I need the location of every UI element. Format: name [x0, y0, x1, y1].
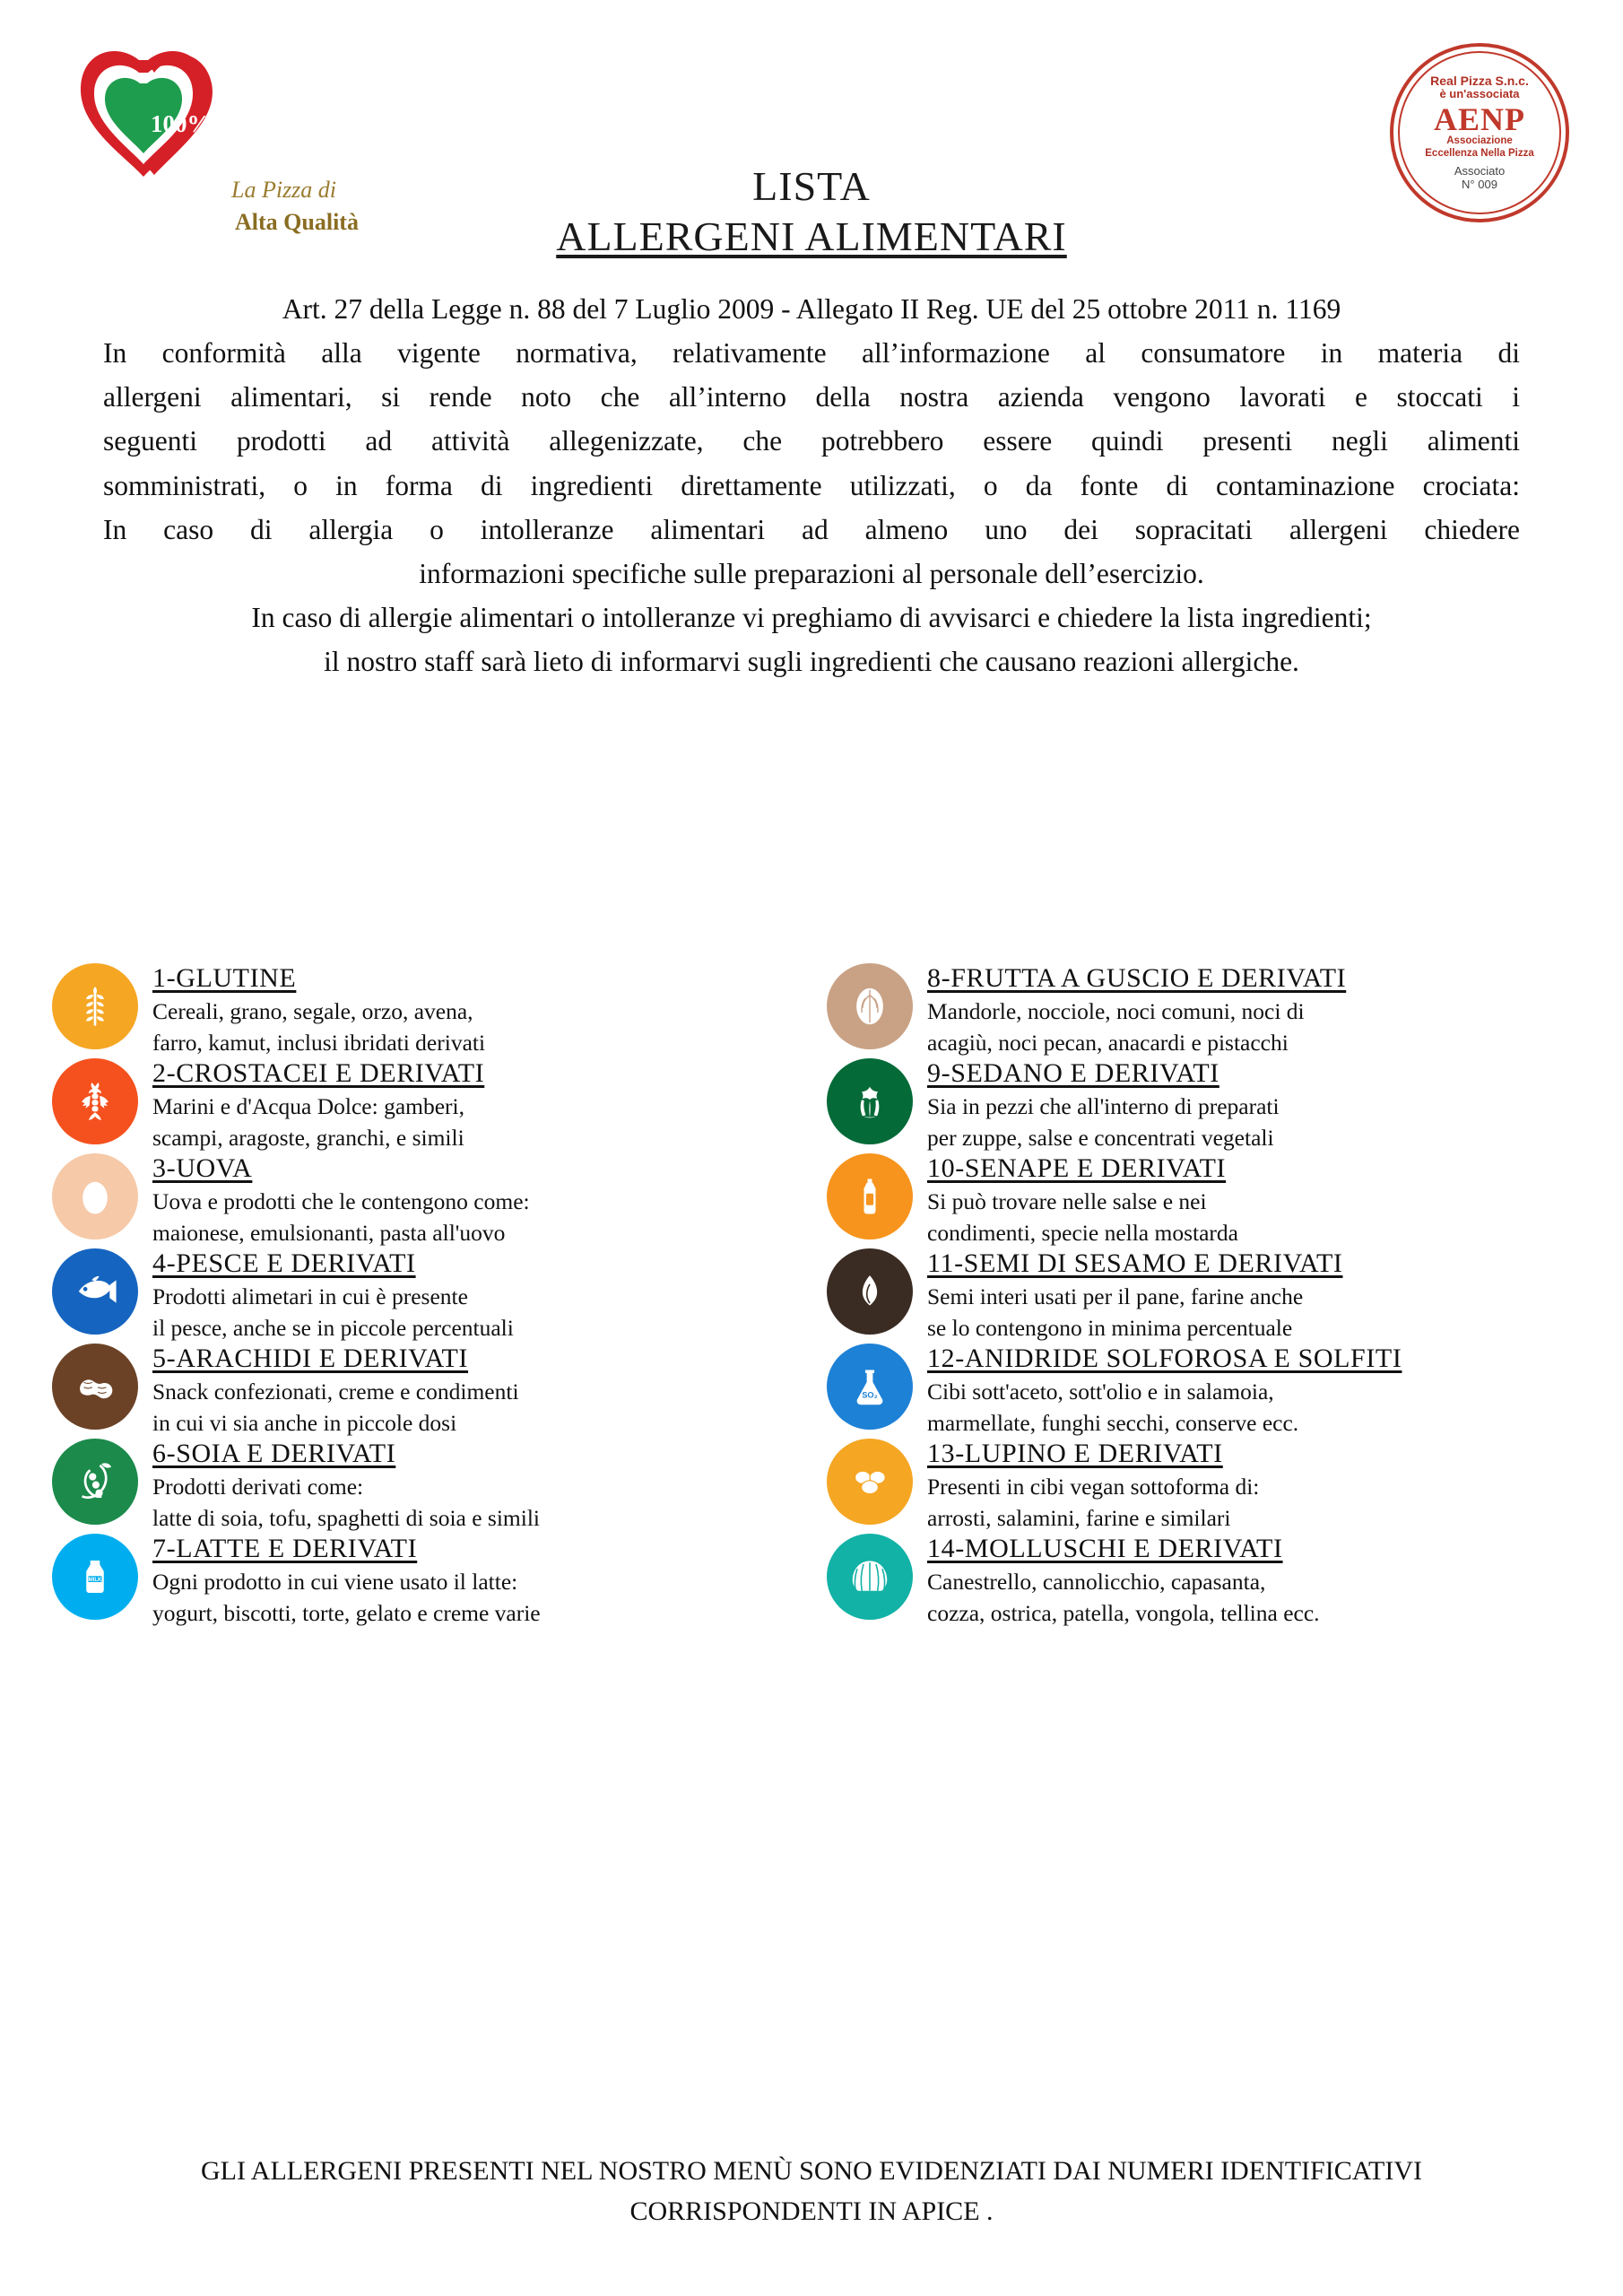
- seal-member-number: N° 009: [1462, 178, 1497, 192]
- allergen-text-1: [152, 961, 485, 1058]
- allergen-badge-5: [52, 1344, 138, 1430]
- allergen-text-2: [152, 1057, 484, 1153]
- lupin-icon: [843, 1459, 897, 1504]
- allergen-title-7: 7-LATTE E DERIVATI: [152, 1534, 418, 1563]
- allergen-desc-10-line1: Si può trovare nelle salse e nei: [927, 1187, 1207, 1214]
- allergen-text-9: [927, 1057, 1280, 1153]
- seal-company: Real Pizza S.n.c.: [1430, 74, 1529, 89]
- allergen-text-4: [152, 1247, 514, 1344]
- allergen-desc-14-line2: cozza, ostrica, patella, vongola, tellina ecc.: [927, 1600, 1320, 1627]
- wheat-icon: [69, 980, 121, 1032]
- allergen-badge-14: [827, 1534, 913, 1620]
- soy-icon: [69, 1456, 121, 1508]
- allergen-text-3: [152, 1152, 530, 1248]
- allergen-desc-4-line1: Prodotti alimetari in cui è presente: [152, 1283, 468, 1309]
- allergen-item-latte: [52, 1532, 796, 1627]
- document-footer: [0, 2151, 1623, 2231]
- egg-icon: [72, 1170, 118, 1222]
- allergen-badge-1: [52, 963, 138, 1049]
- allergen-desc-5-line2: in cui vi sia anche in piccole dosi: [152, 1410, 457, 1437]
- lobster-icon: [70, 1076, 120, 1126]
- logo-tagline-2: Alta Qualità: [235, 209, 359, 235]
- seal-member-label: Associato: [1454, 163, 1506, 178]
- allergen-title-12: 12-ANIDRIDE SOLFOROSA E SOLFITI: [927, 1344, 1402, 1373]
- allergen-text-12: [927, 1342, 1402, 1439]
- allergen-desc-7-line1: Ogni prodotto in cui viene usato il latte:: [152, 1568, 518, 1595]
- seal-org-line-1: Associazione: [1446, 135, 1513, 147]
- allergen-badge-8: [827, 963, 913, 1049]
- footer-line-1: GLI ALLERGENI PRESENTI NEL NOSTRO MENÙ SONO EVIDENZIATI DAI NUMERI IDENTIFICATIVI: [200, 2156, 1423, 2186]
- allergen-badge-3: [52, 1153, 138, 1239]
- allergen-badge-6: [52, 1439, 138, 1525]
- allergen-desc-2-line2: scampi, aragoste, granchi, e simili: [152, 1125, 464, 1152]
- allergen-item-soia: [52, 1437, 796, 1532]
- intro-p2-line2: informazioni specifiche sulle preparazioni al personale dell’esercizio.: [419, 557, 1204, 589]
- allergen-badge-4: [52, 1248, 138, 1335]
- allergen-desc-10-line2: condimenti, specie nella mostarda: [927, 1220, 1238, 1247]
- allergen-desc-12-line1: Cibi sott'aceto, sott'olio e in salamoia,: [927, 1378, 1274, 1405]
- seal-org-line-2: Eccellenza Nella Pizza: [1425, 147, 1534, 159]
- allergen-title-1: 1-GLUTINE: [152, 963, 297, 993]
- allergen-title-6: 6-SOIA E DERIVATI: [152, 1439, 396, 1468]
- allergen-desc-4-line2: il pesce, anche se in piccole percentuali: [152, 1315, 514, 1342]
- logo-percent: 100%: [151, 110, 212, 137]
- aenp-seal-inner: [1398, 51, 1561, 214]
- intro-law-reference: Art. 27 della Legge n. 88 del 7 Luglio 2009 - Allegato II Reg. UE del 25 ottobre 2011 n. 1169: [282, 293, 1341, 325]
- allergen-item-uova: [52, 1152, 796, 1247]
- intro-p1-line4: somministrati, o in forma di ingredienti direttamente utilizzati, o da fonte di contaminazione crociata:: [103, 469, 1520, 501]
- allergen-badge-2: [52, 1058, 138, 1144]
- allergen-desc-1-line1: Cereali, grano, segale, orzo, avena,: [152, 997, 473, 1024]
- footer-line-2: CORRISPONDENTI IN APICE .: [629, 2196, 994, 2226]
- peanut-icon: [67, 1364, 123, 1409]
- allergen-desc-11-line1: Semi interi usati per il pane, farine anche: [927, 1283, 1304, 1309]
- allergen-badge-12: [827, 1344, 913, 1430]
- mustard-icon: [846, 1170, 893, 1222]
- allergen-text-11: [927, 1247, 1342, 1344]
- allergen-title-3: 3-UOVA: [152, 1153, 253, 1183]
- logo-tagline-1: La Pizza di: [231, 177, 337, 203]
- allergen-title-2: 2-CROSTACEI E DERIVATI: [152, 1058, 485, 1088]
- celery-icon: [844, 1075, 896, 1127]
- intro-p1-line1: In conformità alla vigente normativa, relativamente all’informazione al consumatore in materia di: [103, 337, 1520, 370]
- allergen-item-glutine: [52, 961, 796, 1057]
- allergen-item-arachidi: [52, 1342, 796, 1437]
- page-title: [0, 161, 1623, 262]
- allergen-desc-11-line2: se lo contengono in minima percentuale: [927, 1315, 1293, 1342]
- allergen-desc-7-line2: yogurt, biscotti, torte, gelato e creme varie: [152, 1600, 541, 1627]
- allergen-text-13: [927, 1437, 1259, 1534]
- aenp-seal: [1390, 43, 1569, 222]
- seal-acronym: AENP: [1434, 101, 1525, 138]
- intro-text: [49, 287, 1574, 683]
- intro-p3-line2: il nostro staff sarà lieto di informarvi sugli ingredienti che causano reazioni allergiche.: [324, 646, 1299, 677]
- allergen-desc-9-line1: Sia in pezzi che all'interno di preparati: [927, 1092, 1280, 1119]
- shell-icon: [843, 1552, 897, 1602]
- intro-p3-line1: In caso di allergie alimentari o intolleranze vi preghiamo di avvisarci e chiedere la lista ingredienti;: [251, 601, 1372, 633]
- allergen-desc-2-line1: Marini e d'Acqua Dolce: gamberi,: [152, 1092, 465, 1119]
- allergen-desc-6-line1: Prodotti derivati come:: [152, 1473, 364, 1500]
- allergen-title-13: 13-LUPINO E DERIVATI: [927, 1439, 1223, 1468]
- allergen-desc-3-line2: maionese, emulsionanti, pasta all'uovo: [152, 1220, 506, 1247]
- nuts-icon: [845, 981, 895, 1031]
- allergen-desc-13-line2: arrosti, salamini, farine e similari: [927, 1505, 1231, 1532]
- allergen-title-4: 4-PESCE E DERIVATI: [152, 1248, 416, 1278]
- allergen-text-7: [152, 1532, 541, 1629]
- allergen-item-anidride-solforosa: [827, 1342, 1571, 1437]
- sesame-icon: [846, 1265, 893, 1318]
- allergen-item-molluschi: [827, 1532, 1571, 1627]
- intro-p1-line3: seguenti prodotti ad attività allegenizzate, che potrebbero essere quindi presenti negli alimenti: [103, 425, 1520, 457]
- allergen-desc-12-line2: marmellate, funghi secchi, conserve ecc.: [927, 1410, 1299, 1437]
- allergen-text-6: [152, 1437, 540, 1534]
- allergen-text-14: [927, 1532, 1320, 1629]
- allergen-item-sesamo: [827, 1247, 1571, 1342]
- allergen-title-8: 8-FRUTTA A GUSCIO E DERIVATI: [927, 963, 1347, 993]
- allergen-desc-8-line1: Mandorle, nocciole, noci comuni, noci di: [927, 997, 1305, 1024]
- allergen-title-9: 9-SEDANO E DERIVATI: [927, 1058, 1219, 1088]
- allergen-item-pesce: [52, 1247, 796, 1342]
- allergen-grid: [0, 961, 1623, 1627]
- allergen-desc-6-line2: latte di soia, tofu, spaghetti di soia e simili: [152, 1505, 541, 1532]
- document-header: [0, 0, 1623, 287]
- allergen-badge-11: [827, 1248, 913, 1335]
- allergen-desc-13-line1: Presenti in cibi vegan sottoforma di:: [927, 1473, 1260, 1500]
- allergen-badge-7: [52, 1534, 138, 1620]
- flask-so2-icon: [846, 1361, 894, 1413]
- allergen-badge-10: [827, 1153, 913, 1239]
- allergen-desc-14-line1: Canestrello, cannolicchio, capasanta,: [927, 1568, 1266, 1595]
- allergen-desc-1-line2: farro, kamut, inclusi ibridati derivati: [152, 1030, 486, 1057]
- allergen-desc-3-line1: Uova e prodotti che le contengono come:: [152, 1187, 530, 1214]
- allergen-text-10: [927, 1152, 1238, 1248]
- svg-text:MILK: MILK: [88, 1577, 102, 1583]
- allergen-desc-9-line2: per zuppe, salse e concentrati vegetali: [927, 1125, 1274, 1152]
- seal-associate-text: è un'associata: [1439, 87, 1520, 101]
- allergen-text-8: [927, 961, 1346, 1058]
- allergen-desc-5-line1: Snack confezionati, creme e condimenti: [152, 1378, 519, 1405]
- allergen-item-crostacei: [52, 1057, 796, 1152]
- allergen-item-sedano: [827, 1057, 1571, 1152]
- allergen-desc-8-line2: acagiù, noci pecan, anacardi e pistacchi: [927, 1030, 1289, 1057]
- page-title-line-2: ALLERGENI ALIMENTARI: [556, 213, 1067, 260]
- allergen-item-lupino: [827, 1437, 1571, 1532]
- allergen-title-11: 11-SEMI DI SESAMO E DERIVATI: [927, 1248, 1343, 1278]
- allergen-title-14: 14-MOLLUSCHI E DERIVATI: [927, 1534, 1283, 1563]
- allergen-item-frutta-a-guscio: [827, 961, 1571, 1057]
- svg-text:SO₂: SO₂: [862, 1390, 878, 1400]
- fish-icon: [67, 1265, 123, 1318]
- allergen-title-5: 5-ARACHIDI E DERIVATI: [152, 1344, 469, 1373]
- allergen-badge-9: [827, 1058, 913, 1144]
- allergen-item-senape: [827, 1152, 1571, 1247]
- milk-icon: [74, 1551, 117, 1603]
- intro-p2-line1: In caso di allergia o intolleranze alimentari ad almeno uno dei sopracitati allergeni chiedere: [103, 513, 1520, 545]
- intro-p1-line2: allergeni alimentari, si rende noto che all’interno della nostra azienda vengono lavorati e stoccati i: [103, 381, 1520, 413]
- allergen-text-5: [152, 1342, 519, 1439]
- allergen-badge-13: [827, 1439, 913, 1525]
- allergen-title-10: 10-SENAPE E DERIVATI: [927, 1153, 1227, 1183]
- page-title-line-1: LISTA: [752, 163, 871, 209]
